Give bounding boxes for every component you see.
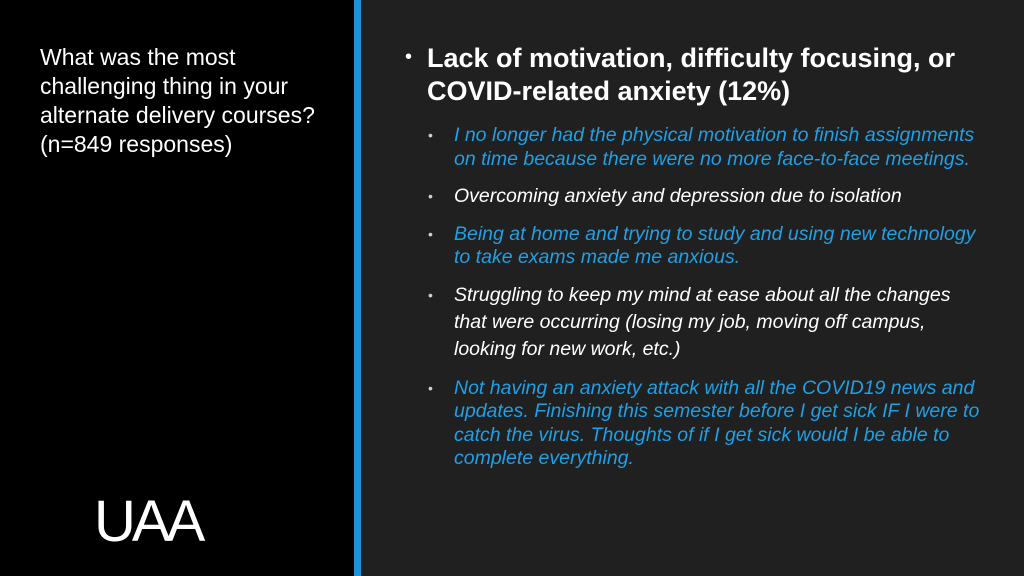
bullet-icon: • <box>428 379 433 396</box>
quote-text: Struggling to keep my mind at ease about all the changes that were occurring (losing my job, moving off campus, looking for new work, etc.) <box>454 283 951 360</box>
quote-item <box>426 377 986 471</box>
uaa-logo-text: UAA <box>94 491 202 547</box>
category-heading: Lack of motivation, difficulty focusing, or COVID-related anxiety (12%) <box>427 43 956 106</box>
heading-bullet-icon: • <box>405 46 413 68</box>
quote-list <box>426 124 986 485</box>
bullet-icon: • <box>428 127 433 143</box>
bullet-icon: • <box>428 225 433 242</box>
quote-text: Being at home and trying to study and using new technology to take exams made me anxious. <box>454 222 976 268</box>
uaa-logo <box>94 491 234 547</box>
quote-item <box>426 223 986 270</box>
quote-text: Not having an anxiety attack with all the COVID19 news and updates. Finishing this semester before I get sick IF I were to catch the virus. Thoughts of if I get sick would I be able to complete everything. <box>454 376 980 469</box>
quote-text: Overcoming anxiety and depression due to isolation <box>454 185 902 207</box>
accent-divider <box>354 0 361 576</box>
bullet-icon: • <box>428 286 433 303</box>
bullet-icon: • <box>428 188 433 204</box>
question-text: What was the most challenging thing in your alternate delivery courses? (n=849 responses) <box>40 44 315 157</box>
left-panel <box>0 0 354 576</box>
quote-text: I no longer had the physical motivation to finish assignments on time because there were no more face-to-face meetings. <box>454 124 975 170</box>
quote-item <box>426 185 986 209</box>
quote-item <box>426 124 986 171</box>
quote-item <box>426 282 986 363</box>
